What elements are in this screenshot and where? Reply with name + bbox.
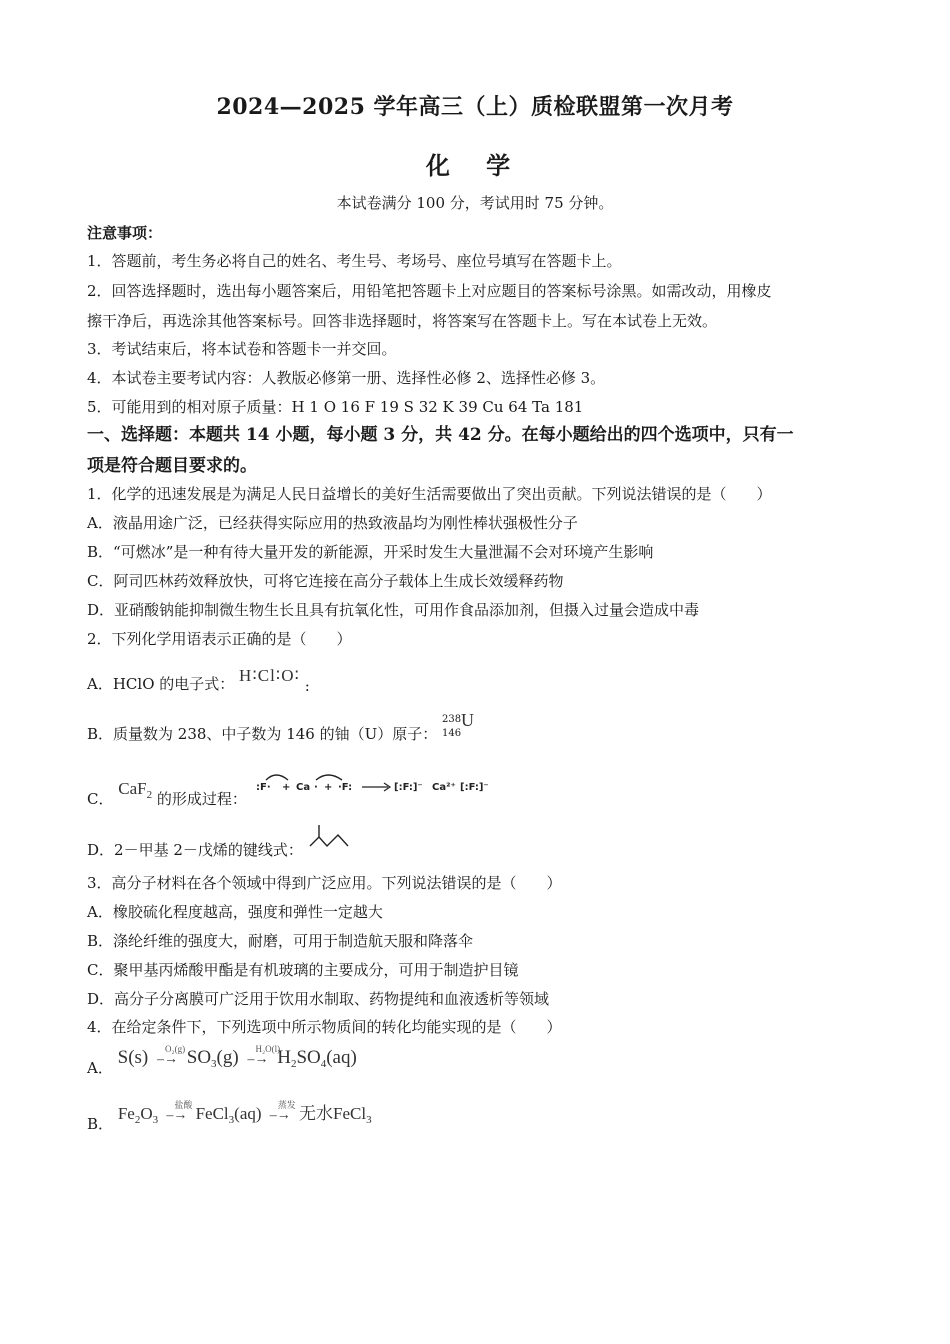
svg-text:·F:: ·F: <box>337 782 352 793</box>
mass-number: 238 <box>442 714 462 725</box>
option-d: D．高分子分离膜可广泛用于饮用水制取、药物提纯和血液透析等领域 <box>87 990 550 1008</box>
svg-text:[:F:]⁻: [:F:]⁻ <box>459 782 489 793</box>
svg-text::F·: :F· <box>255 782 271 793</box>
option-label: C． <box>87 790 114 808</box>
notes-heading: 注意事项： <box>87 224 163 242</box>
note-item: 3．考试结束后，将本试卷和答题卡一并交回。 <box>87 340 397 358</box>
element-symbol: U <box>461 710 475 730</box>
question-stem: 1．化学的迅速发展是为满足人民日益增长的美好生活需要做出了突出贡献。下列说法错误的是（ ） <box>87 485 772 503</box>
section-heading: 项是符合题目要求的。 <box>87 456 257 476</box>
option-a: A．液晶用途广泛，已经获得实际应用的热致液晶均为刚性棒状强极性分子 <box>87 514 578 532</box>
option-a: A．HClO 的电子式： H∶Cl∶O∶ : <box>87 666 310 695</box>
svg-text:+: + <box>323 782 333 793</box>
option-a <box>87 1044 357 1084</box>
note-item: 2．回答选择题时，选出每小题答案后，用铅笔把答题卡上对应题目的答案标号涂黑。如需改动，用橡皮 <box>87 282 772 300</box>
reaction-arrow: 盐酸 –→ <box>166 1100 193 1123</box>
option-d: D．亚硝酸钠能抑制微生物生长且具有抗氧化性，可用作食品添加剂，但摄入过量会造成中毒 <box>87 601 700 619</box>
svg-text:Ca²⁺: Ca²⁺ <box>431 782 456 793</box>
question-stem: 3．高分子材料在各个领域中得到广泛应用。下列说法错误的是（ ） <box>87 874 562 892</box>
option-c <box>87 779 502 818</box>
option-text: 的形成过程： <box>156 790 247 808</box>
note-item: 擦干净后，再选涂其他答案标号。回答非选择题时，将答案写在答题卡上。写在本试卷上无效。 <box>87 312 718 330</box>
reaction-arrow: H₂O(l) –→ <box>247 1044 281 1067</box>
reaction-equation: $Fe_2O_3$ 盐酸 –→ FeCl$_3$(aq) 蒸发 –→ 无水FeCl$_3$ <box>117 1100 372 1126</box>
atomic-number: 146 <box>442 728 462 739</box>
exam-title: 2024—2025 学年高三（上）质检联盟第一次月考 <box>216 94 734 120</box>
note-item: 5．可能用到的相对原子质量：H 1 O 16 F 19 S 32 K 39 Cu 64 Ta 181 <box>87 398 584 416</box>
bond-line-structure <box>308 824 352 854</box>
option-b: B．涤纶纤维的强度大，耐磨，可用于制造航天服和降落伞 <box>87 932 474 950</box>
question-stem: 2．下列化学用语表示正确的是（ ） <box>87 630 352 648</box>
electron-formula: H∶Cl∶O∶ <box>239 666 300 685</box>
option-label: D．2－甲基 2－戊烯的键线式： <box>87 841 303 859</box>
svg-text:+: + <box>281 782 291 793</box>
caf2-formula: CaF$_2$ <box>118 779 153 801</box>
option-c: C．阿司匹林药效释放快，可将它连接在高分子载体上生成长效缓释药物 <box>87 572 564 590</box>
formation-process-diagram <box>252 772 502 808</box>
reaction-arrow: 蒸发 –→ <box>269 1100 296 1123</box>
svg-text:·: · <box>313 782 318 793</box>
note-item: 4．本试卷主要考试内容：人教版必修第一册、选择性必修 2、选择性必修 3。 <box>87 369 606 387</box>
svg-text:Ca: Ca <box>295 782 310 793</box>
subject-title: 化 学 <box>425 151 525 180</box>
option-label: A．HClO 的电子式： <box>87 675 235 693</box>
note-item: 1．答题前，考生务必将自己的姓名、考生号、考场号、座位号填写在答题卡上。 <box>87 252 622 270</box>
question-stem: 4．在给定条件下，下列选项中所示物质间的转化均能实现的是（ ） <box>87 1018 562 1036</box>
option-a: A．橡胶硫化程度越高，强度和弹性一定越大 <box>87 903 383 921</box>
svg-text:[:F:]⁻: [:F:]⁻ <box>393 782 423 793</box>
section-heading: 一、选择题：本题共 14 小题，每小题 3 分，共 42 分。在每小题给出的四个选项中，只有一 <box>87 425 794 445</box>
option-b: B．“可燃冰”是一种有待大量开发的新能源，开采时发生大量泄漏不会对环境产生影响 <box>87 543 654 561</box>
exam-info: 本试卷满分 100 分，考试用时 75 分钟。 <box>336 194 614 212</box>
option-b <box>87 1100 372 1140</box>
option-b <box>87 710 476 744</box>
nuclide-symbol <box>442 710 476 744</box>
option-label: B． <box>87 1115 114 1133</box>
reaction-arrow: O₂(g) –→ <box>157 1044 186 1067</box>
option-c: C．聚甲基丙烯酸甲酯是有机玻璃的主要成分，可用于制造护目镜 <box>87 961 519 979</box>
option-label: A． <box>87 1059 113 1077</box>
reaction-equation: S(s) O₂(g) –→ $SO_3(g)$ H₂O(l) –→ $H_2SO_4(aq)$ <box>117 1044 357 1070</box>
option-label: B．质量数为 238、中子数为 146 的铀（U）原子： <box>87 725 438 743</box>
option-d <box>87 836 352 866</box>
